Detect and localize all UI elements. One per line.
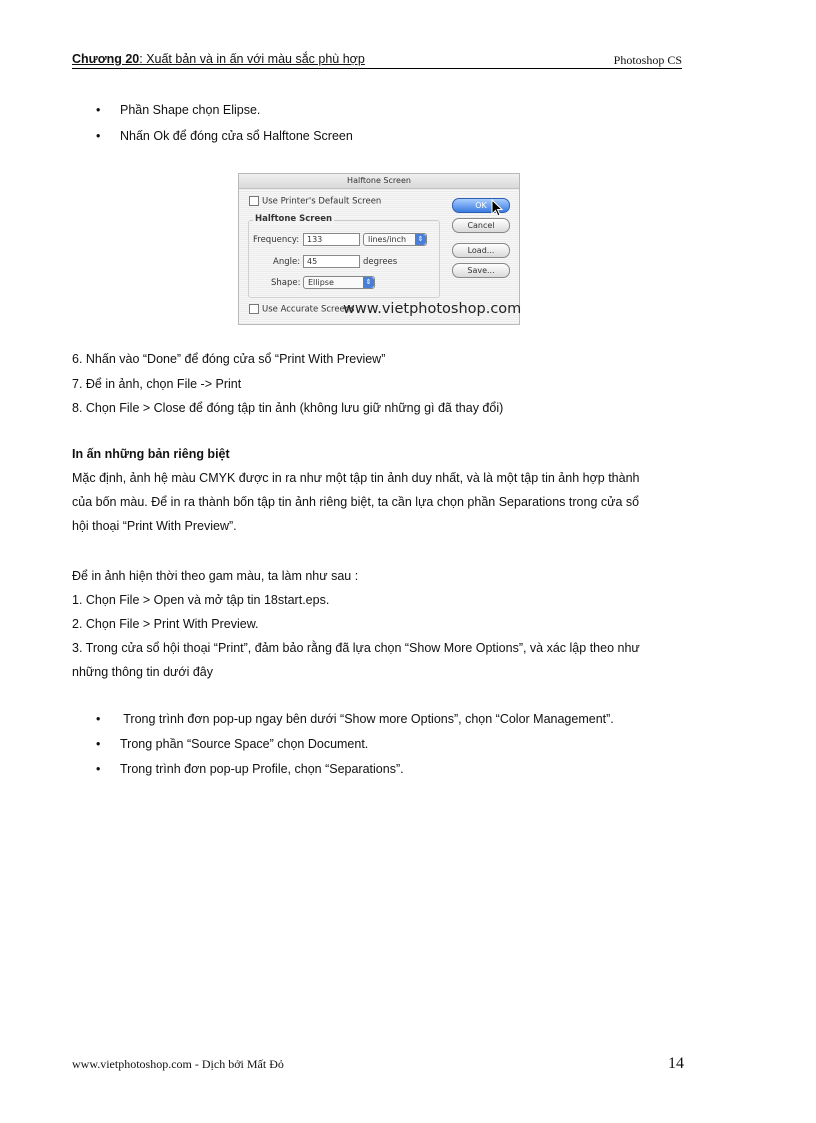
step-line: 6. Nhấn vào “Done” để đóng cửa sổ “Print With Preview” bbox=[72, 352, 386, 366]
bullet-icon: • bbox=[96, 712, 101, 726]
step-line: 7. Để in ảnh, chọn File -> Print bbox=[72, 377, 242, 391]
checkbox-icon bbox=[249, 196, 259, 206]
frequency-label: Frequency: bbox=[253, 235, 300, 245]
list-item bbox=[96, 129, 353, 143]
list-item bbox=[96, 712, 614, 726]
step-line: 1. Chọn File > Open và mở tập tin 18start.eps. bbox=[72, 593, 330, 607]
dialog-title: Halftone Screen bbox=[239, 174, 519, 189]
list-item-text: Trong trình đơn pop-up ngay bên dưới “Show more Options”, chọn “Color Management”. bbox=[120, 712, 614, 726]
frequency-input[interactable]: 133 bbox=[303, 233, 360, 246]
list-item-text: Trong trình đơn pop-up Profile, chọn “Separations”. bbox=[120, 762, 404, 776]
step-line: những thông tin dưới đây bbox=[72, 665, 213, 679]
use-printer-default-checkbox[interactable] bbox=[249, 196, 381, 207]
section-heading: In ấn những bản riêng biệt bbox=[72, 447, 230, 461]
frequency-unit-select[interactable] bbox=[363, 233, 427, 246]
paragraph-line: của bốn màu. Để in ra thành bốn tập tin ảnh riêng biệt, ta cần lựa chọn phần Separations trong cửa sổ bbox=[72, 495, 640, 509]
watermark: www.vietphotoshop.com bbox=[343, 301, 522, 317]
checkbox-icon bbox=[249, 304, 259, 314]
chapter-number: Chương 20 bbox=[72, 52, 140, 66]
step-line: 3. Trong cửa sổ hội thoại “Print”, đảm bảo rằng đã lựa chọn “Show More Options”, và xác lập theo như bbox=[72, 641, 640, 655]
shape-select[interactable] bbox=[303, 276, 375, 289]
ok-button[interactable]: OK bbox=[452, 198, 510, 213]
cursor-arrow-icon bbox=[491, 199, 505, 217]
book-title: Photoshop CS bbox=[613, 53, 682, 67]
paragraph-line: hội thoại “Print With Preview”. bbox=[72, 519, 237, 533]
shape-label: Shape: bbox=[271, 278, 301, 288]
list-item-text: Trong phần “Source Space” chọn Document. bbox=[120, 737, 369, 751]
bullet-icon: • bbox=[96, 129, 101, 143]
select-value: lines/inch bbox=[368, 235, 407, 244]
angle-unit: degrees bbox=[363, 257, 398, 267]
list-item bbox=[96, 762, 404, 776]
page-header bbox=[72, 52, 682, 69]
bullet-icon: • bbox=[96, 103, 101, 117]
footer-credit: www.vietphotoshop.com - Dịch bởi Mất Đỏ bbox=[72, 1057, 284, 1071]
angle-input[interactable]: 45 bbox=[303, 255, 360, 268]
chapter-name: : Xuất bản và in ấn với màu sắc phù hợp bbox=[139, 52, 365, 66]
step-line: Để in ảnh hiện thời theo gam màu, ta làm như sau : bbox=[72, 569, 359, 583]
checkbox-label: Use Printer's Default Screen bbox=[262, 196, 382, 207]
bullet-icon: • bbox=[96, 762, 101, 776]
bullet-icon: • bbox=[96, 737, 101, 751]
load-button[interactable]: Load... bbox=[452, 243, 510, 258]
select-value: Ellipse bbox=[308, 278, 334, 287]
page-number: 14 bbox=[668, 1055, 684, 1072]
updown-arrow-icon: ⇕ bbox=[363, 277, 374, 288]
halftone-screen-dialog bbox=[238, 173, 520, 325]
updown-arrow-icon: ⇕ bbox=[415, 234, 426, 245]
list-item-text: Nhấn Ok để đóng cửa sổ Halftone Screen bbox=[120, 129, 353, 143]
step-line: 2. Chọn File > Print With Preview. bbox=[72, 617, 259, 631]
save-button[interactable]: Save... bbox=[452, 263, 510, 278]
list-item-text: Phần Shape chọn Elipse. bbox=[120, 103, 261, 117]
list-item bbox=[96, 103, 260, 117]
use-accurate-checkbox[interactable] bbox=[249, 304, 355, 315]
angle-label: Angle: bbox=[273, 257, 301, 267]
checkbox-label: Use Accurate Screens bbox=[262, 304, 355, 315]
paragraph-line: Mặc định, ảnh hệ màu CMYK được in ra như một tập tin ảnh duy nhất, và là một tập tin ảnh hợp thành bbox=[72, 471, 640, 485]
step-line: 8. Chọn File > Close để đóng tập tin ảnh (không lưu giữ những gì đã thay đổi) bbox=[72, 401, 504, 415]
list-item bbox=[96, 737, 368, 751]
group-label: Halftone Screen bbox=[255, 214, 333, 224]
chapter-title bbox=[72, 52, 365, 66]
cancel-button[interactable]: Cancel bbox=[452, 218, 510, 233]
